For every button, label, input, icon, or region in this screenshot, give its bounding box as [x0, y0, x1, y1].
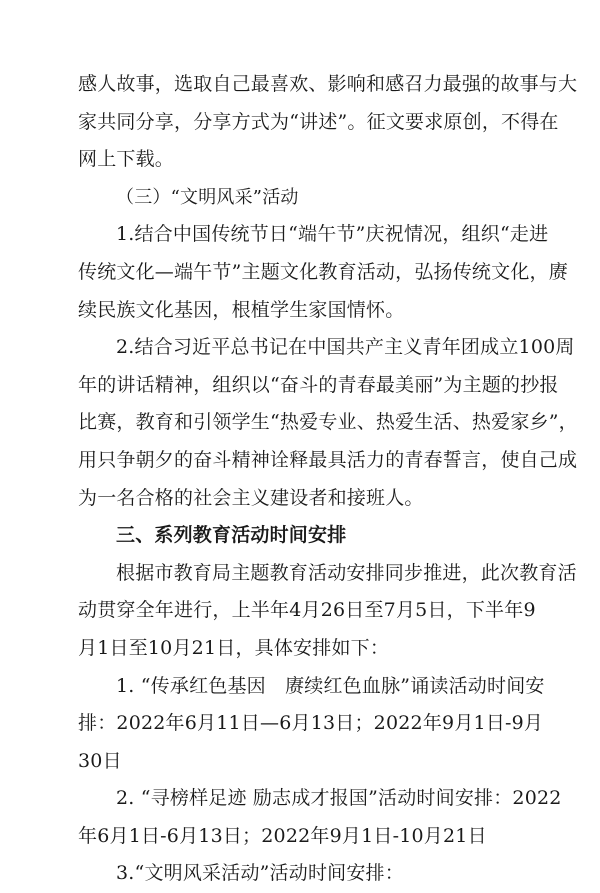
paragraph-line: 传统文化—端午节”主题文化教育活动，弘扬传统文化，赓 — [78, 260, 568, 283]
paragraph-line: 感人故事，选取自己最喜欢、影响和感召力最强的故事与大 — [78, 73, 578, 95]
paragraph-line: 用只争朝夕的奋斗精神诠释最具活力的青春誓言，使自己成 — [78, 448, 578, 471]
paragraph-line: 续民族文化基因，根植学生家国情怀。 — [78, 298, 405, 321]
paragraph-line: 家共同分享，分享方式为“讲述”。征文要求原创，不得在 — [78, 110, 559, 133]
paragraph-line: 年6月1日-6月13日；2022年9月1日-10月21日 — [78, 824, 487, 847]
paragraph-line: 2. “寻榜样足迹 励志成才报国”活动时间安排：2022 — [116, 787, 562, 810]
paragraph-line: 月1日至10月21日，具体安排如下： — [78, 636, 390, 659]
paragraph-line: 网上下载。 — [78, 148, 175, 171]
paragraph-line: 为一名合格的社会主义建设者和接班人。 — [78, 486, 424, 509]
paragraph-line: 2.结合习近平总书记在中国共产主义青年团成立100周 — [116, 336, 575, 359]
paragraph-line: 1.结合中国传统节日“端午节”庆祝情况，组织“走进 — [116, 223, 549, 246]
paragraph-line: 排：2022年6月11日—6月13日；2022年9月1日-9月 — [78, 712, 544, 735]
section-subheading: （三）“文明风采”活动 — [116, 186, 299, 208]
paragraph-line: 1. “传承红色基因 赓续红色血脉”诵读活动时间安 — [116, 674, 545, 697]
paragraph-line: 动贯穿全年进行，上半年4月26日至7月5日，下半年9 — [78, 599, 536, 622]
paragraph-line: 30日 — [78, 749, 122, 772]
paragraph-line: 比赛，教育和引领学生“热爱专业、热爱生活、热爱家乡”， — [78, 411, 578, 434]
document-page — [78, 66, 578, 893]
paragraph-line: 年的讲话精神，组织以“奋斗的青春最美丽”为主题的抄报 — [78, 373, 559, 396]
paragraph-line: 根据市教育局主题教育活动安排同步推进，此次教育活 — [116, 561, 577, 584]
section-heading: 三、系列教育活动时间安排 — [116, 524, 347, 547]
paragraph-line: 3.“文明风采活动”活动时间安排： — [116, 862, 404, 885]
